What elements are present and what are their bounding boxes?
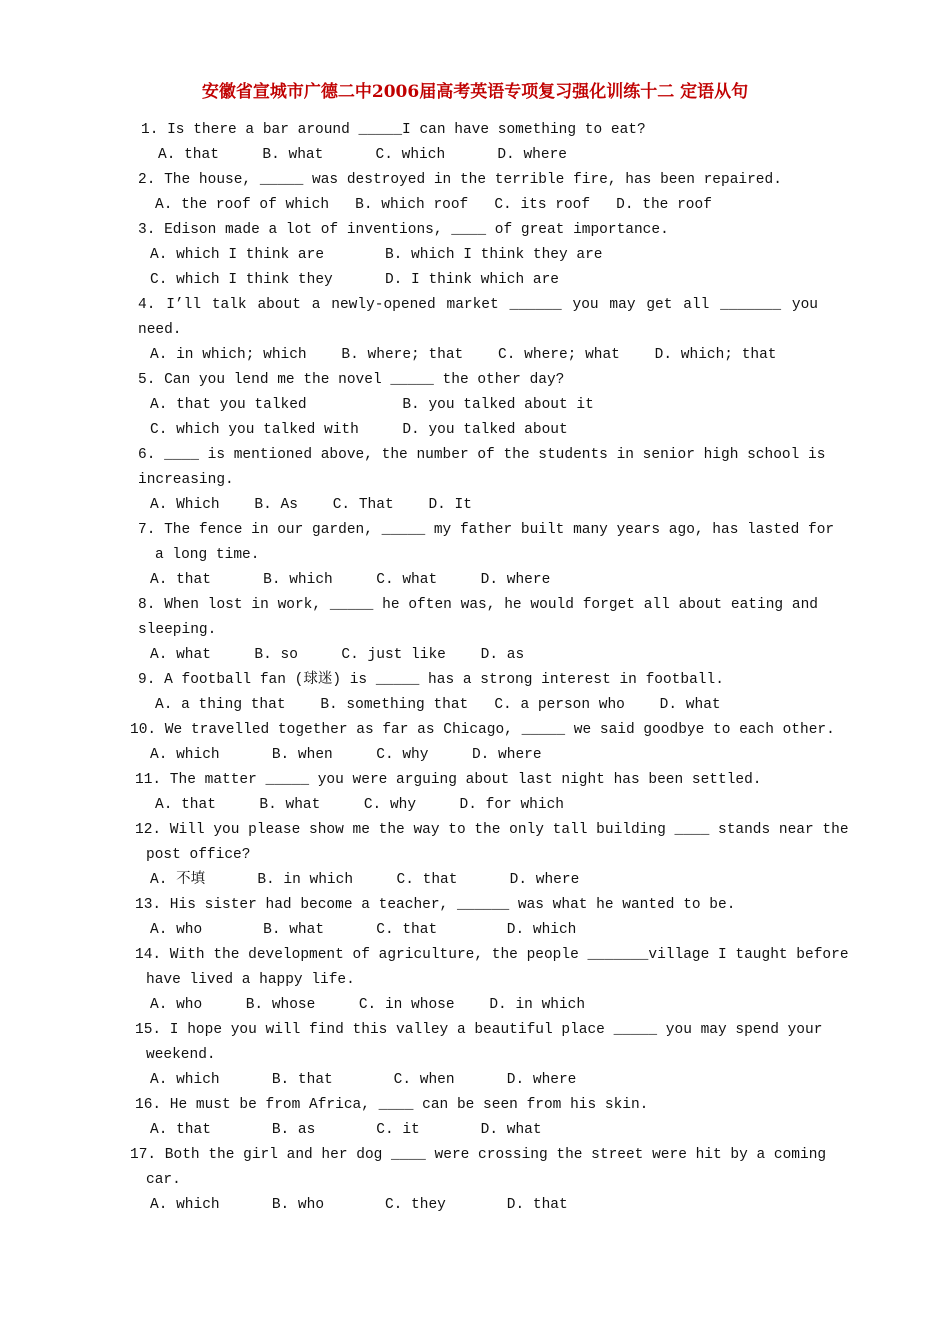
text-line: 13. His sister had become a teacher, ______ was what he wanted to be.: [135, 897, 736, 913]
text-line: 16. He must be from Africa, ____ can be seen from his skin.: [135, 1097, 649, 1113]
text-line: A. who B. what C. that D. which: [150, 922, 577, 938]
text-line: increasing.: [138, 472, 234, 488]
text-line: A. Which B. As C. That D. It: [150, 497, 472, 513]
text-line: A. that B. what C. which D. where: [158, 147, 567, 163]
text-line: A. what B. so C. just like D. as: [150, 647, 525, 663]
text-line: A. who B. whose C. in whose D. in which: [150, 997, 586, 1013]
text-line: A. 不填 B. in which C. that D. where: [150, 872, 580, 888]
text-line: A. which B. that C. when D. where: [150, 1072, 577, 1088]
text-line: A. which B. when C. why D. where: [150, 747, 542, 763]
text-line: A. that B. which C. what D. where: [150, 572, 551, 588]
text-line: 7. The fence in our garden, _____ my father built many years ago, has lasted for: [138, 522, 835, 538]
text-line: 9. A football fan (球迷) is _____ has a strong interest in football.: [138, 672, 724, 688]
text-line: 3. Edison made a lot of inventions, ____ of great importance.: [138, 222, 669, 238]
text-line: A. which I think are B. which I think they are: [150, 247, 603, 263]
text-line: A. the roof of which B. which roof C. its roof D. the roof: [155, 197, 712, 213]
text-line: sleeping.: [138, 622, 217, 638]
text-line: a long time.: [155, 547, 260, 563]
text-line: 15. I hope you will find this valley a beautiful place _____ you may spend your: [135, 1022, 823, 1038]
text-line: need.: [138, 322, 182, 338]
text-line: 5. Can you lend me the novel _____ the other day?: [138, 372, 565, 388]
text-line: post office?: [146, 847, 251, 863]
text-line: weekend.: [146, 1047, 216, 1063]
text-line: 11. The matter _____ you were arguing about last night has been settled.: [135, 772, 762, 788]
text-line: 4. I’ll talk about a newly-opened market ______ you may get all _______ you: [138, 297, 818, 313]
text-line: C. which I think they D. I think which are: [150, 272, 559, 288]
text-line: 8. When lost in work, _____ he often was, he would forget all about eating and: [138, 597, 818, 613]
text-line: 1. Is there a bar around _____I can have something to eat?: [141, 122, 646, 138]
document-title: 安徽省宣城市广德二中2006届高考英语专项复习强化训练十二 定语从句: [201, 82, 749, 102]
text-line: 14. With the development of agriculture, the people _______village I taught before: [135, 947, 849, 963]
text-line: have lived a happy life.: [146, 972, 355, 988]
text-line: A. which B. who C. they D. that: [150, 1197, 568, 1213]
text-line: C. which you talked with D. you talked about: [150, 422, 568, 438]
text-line: 10. We travelled together as far as Chicago, _____ we said goodbye to each other.: [130, 722, 835, 738]
text-line: 6. ____ is mentioned above, the number of the students in senior high school is: [138, 447, 826, 463]
text-line: 17. Both the girl and her dog ____ were crossing the street were hit by a coming: [130, 1147, 827, 1163]
text-line: A. in which; which B. where; that C. where; what D. which; that: [150, 347, 777, 363]
text-line: 2. The house, _____ was destroyed in the terrible fire, has been repaired.: [138, 172, 782, 188]
text-line: A. a thing that B. something that C. a person who D. what: [155, 697, 721, 713]
text-line: A. that B. as C. it D. what: [150, 1122, 542, 1138]
text-line: car.: [146, 1172, 181, 1188]
text-line: 12. Will you please show me the way to the only tall building ____ stands near the: [135, 822, 849, 838]
text-line: A. that B. what C. why D. for which: [155, 797, 564, 813]
text-line: A. that you talked B. you talked about it: [150, 397, 594, 413]
